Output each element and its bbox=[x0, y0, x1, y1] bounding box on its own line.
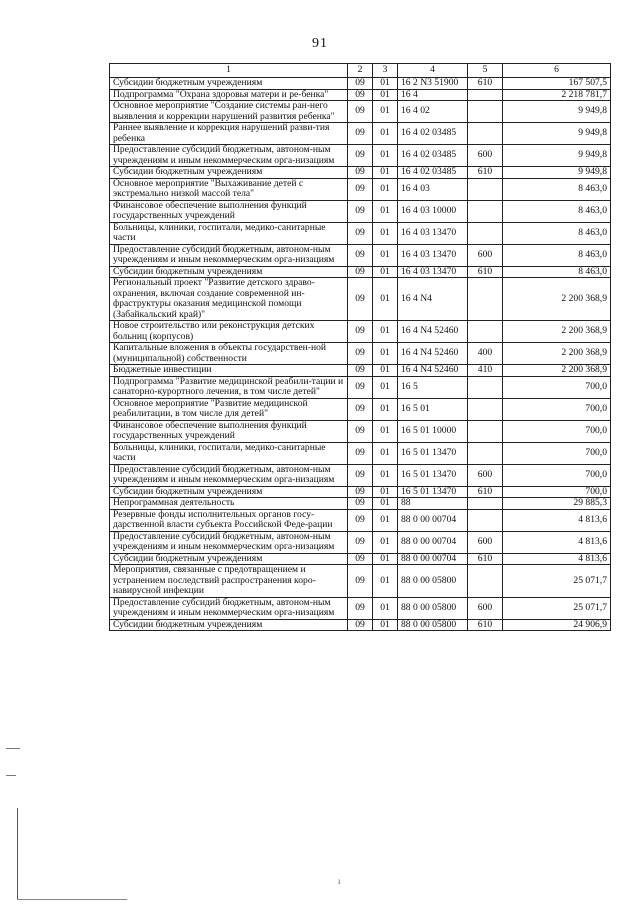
row-name-cell: Раннее выявление и коррекция нарушений разви-тия ребенка bbox=[110, 123, 348, 145]
subsection-code-cell: 01 bbox=[373, 398, 398, 420]
row-name-cell: Предоставление субсидий бюджетным, автоном-ным учреждениям и иным некоммерческим орга-низациям bbox=[110, 464, 348, 486]
target-code-cell: 16 5 01 bbox=[398, 398, 468, 420]
expense-type-cell: 600 bbox=[468, 244, 503, 266]
row-name-cell: Мероприятия, связанные с предотвращением и устранением последствий распространения коро-навирусной инфекции bbox=[110, 565, 348, 598]
target-code-cell: 16 4 N4 bbox=[398, 278, 468, 321]
row-name-cell: Подпрограмма "Развитие медицинской реабили-тации и санаторно-курортного лечения, в том числе детей" bbox=[110, 376, 348, 398]
row-name-cell: Субсидии бюджетным учреждениям bbox=[110, 78, 348, 90]
amount-cell: 700,0 bbox=[503, 486, 611, 498]
page-number: 91 bbox=[312, 36, 328, 51]
row-name-cell: Подпрограмма "Охрана здоровья матери и ре-бенка" bbox=[110, 89, 348, 101]
expense-type-cell: 600 bbox=[468, 531, 503, 553]
amount-cell: 4 813,6 bbox=[503, 531, 611, 553]
section-code-cell: 09 bbox=[348, 398, 373, 420]
expense-type-cell bbox=[468, 509, 503, 531]
row-name-cell: Субсидии бюджетным учреждениям bbox=[110, 619, 348, 631]
subsection-code-cell: 01 bbox=[373, 565, 398, 598]
subsection-code-cell: 01 bbox=[373, 222, 398, 244]
subsection-code-cell: 01 bbox=[373, 531, 398, 553]
header-cell: 5 bbox=[468, 64, 503, 78]
margin-line-bottom bbox=[17, 899, 127, 900]
table-row bbox=[110, 420, 611, 442]
target-code-cell: 16 5 bbox=[398, 376, 468, 398]
row-name-cell: Финансовое обеспечение выполнения функций государственных учреждений bbox=[110, 420, 348, 442]
section-code-cell: 09 bbox=[348, 498, 373, 510]
subsection-code-cell: 01 bbox=[373, 498, 398, 510]
row-name-cell: Субсидии бюджетным учреждениям bbox=[110, 266, 348, 278]
target-code-cell: 16 4 N4 52460 bbox=[398, 343, 468, 365]
subsection-code-cell: 01 bbox=[373, 278, 398, 321]
amount-cell: 700,0 bbox=[503, 464, 611, 486]
table-row bbox=[110, 376, 611, 398]
subsection-code-cell: 01 bbox=[373, 266, 398, 278]
table-row bbox=[110, 486, 611, 498]
amount-cell: 9 949,8 bbox=[503, 167, 611, 179]
subsection-code-cell: 01 bbox=[373, 553, 398, 565]
subsection-code-cell: 01 bbox=[373, 343, 398, 365]
table-row bbox=[110, 442, 611, 464]
subsection-code-cell: 01 bbox=[373, 101, 398, 123]
table-row bbox=[110, 167, 611, 179]
expense-type-cell bbox=[468, 123, 503, 145]
section-code-cell: 09 bbox=[348, 365, 373, 377]
amount-cell: 700,0 bbox=[503, 398, 611, 420]
expense-type-cell bbox=[468, 178, 503, 200]
amount-cell: 25 071,7 bbox=[503, 597, 611, 619]
expense-type-cell bbox=[468, 278, 503, 321]
section-code-cell: 09 bbox=[348, 509, 373, 531]
table-row bbox=[110, 365, 611, 377]
table-row bbox=[110, 244, 611, 266]
target-code-cell: 16 4 02 03485 bbox=[398, 145, 468, 167]
section-code-cell: 09 bbox=[348, 531, 373, 553]
expense-type-cell: 600 bbox=[468, 597, 503, 619]
expense-type-cell: 610 bbox=[468, 266, 503, 278]
target-code-cell: 16 4 N4 52460 bbox=[398, 365, 468, 377]
target-code-cell: 16 4 03 10000 bbox=[398, 200, 468, 222]
section-code-cell: 09 bbox=[348, 266, 373, 278]
row-name-cell: Предоставление субсидий бюджетным, автоном-ным учреждениям и иным некоммерческим орга-низациям bbox=[110, 145, 348, 167]
amount-cell: 700,0 bbox=[503, 442, 611, 464]
amount-cell: 9 949,8 bbox=[503, 145, 611, 167]
subsection-code-cell: 01 bbox=[373, 167, 398, 179]
table-row bbox=[110, 278, 611, 321]
section-code-cell: 09 bbox=[348, 244, 373, 266]
target-code-cell: 16 4 03 13470 bbox=[398, 244, 468, 266]
table-row bbox=[110, 343, 611, 365]
table-row bbox=[110, 178, 611, 200]
section-code-cell: 09 bbox=[348, 123, 373, 145]
scan-mark bbox=[6, 775, 16, 776]
section-code-cell: 09 bbox=[348, 565, 373, 598]
expense-type-cell bbox=[468, 565, 503, 598]
section-code-cell: 09 bbox=[348, 321, 373, 343]
section-code-cell: 09 bbox=[348, 619, 373, 631]
expense-type-cell: 600 bbox=[468, 464, 503, 486]
target-code-cell: 16 5 01 10000 bbox=[398, 420, 468, 442]
expense-type-cell bbox=[468, 398, 503, 420]
amount-cell: 2 200 368,9 bbox=[503, 343, 611, 365]
subsection-code-cell: 01 bbox=[373, 365, 398, 377]
header-cell: 1 bbox=[110, 64, 348, 78]
row-name-cell: Капитальные вложения в объекты государствен-ной (муниципальной) собственности bbox=[110, 343, 348, 365]
expense-type-cell bbox=[468, 498, 503, 510]
expense-type-cell bbox=[468, 420, 503, 442]
subsection-code-cell: 01 bbox=[373, 244, 398, 266]
subsection-code-cell: 01 bbox=[373, 78, 398, 90]
expense-type-cell: 610 bbox=[468, 78, 503, 90]
table-row bbox=[110, 509, 611, 531]
target-code-cell: 88 0 00 00704 bbox=[398, 553, 468, 565]
section-code-cell: 09 bbox=[348, 278, 373, 321]
header-cell: 3 bbox=[373, 64, 398, 78]
header-cell: 4 bbox=[398, 64, 468, 78]
section-code-cell: 09 bbox=[348, 343, 373, 365]
table-body bbox=[110, 78, 611, 631]
row-name-cell: Бюджетные инвестиции bbox=[110, 365, 348, 377]
row-name-cell: Основное мероприятие "Развитие медицинской реабилитации, в том числе для детей" bbox=[110, 398, 348, 420]
section-code-cell: 09 bbox=[348, 89, 373, 101]
amount-cell: 8 463,0 bbox=[503, 266, 611, 278]
section-code-cell: 09 bbox=[348, 486, 373, 498]
row-name-cell: Больницы, клиники, госпитали, медико-санитарные части bbox=[110, 442, 348, 464]
subsection-code-cell: 01 bbox=[373, 123, 398, 145]
row-name-cell: Региональный проект "Развитие детского здраво-охранения, включая создание современной ин-фраструктуры оказания медицинской помощи (Забайкальский край)" bbox=[110, 278, 348, 321]
section-code-cell: 09 bbox=[348, 78, 373, 90]
amount-cell: 8 463,0 bbox=[503, 222, 611, 244]
amount-cell: 2 200 368,9 bbox=[503, 321, 611, 343]
expense-type-cell: 600 bbox=[468, 145, 503, 167]
table-row bbox=[110, 597, 611, 619]
amount-cell: 8 463,0 bbox=[503, 200, 611, 222]
amount-cell: 8 463,0 bbox=[503, 244, 611, 266]
table-row bbox=[110, 553, 611, 565]
amount-cell: 9 949,8 bbox=[503, 101, 611, 123]
subsection-code-cell: 01 bbox=[373, 89, 398, 101]
amount-cell: 2 200 368,9 bbox=[503, 278, 611, 321]
section-code-cell: 09 bbox=[348, 178, 373, 200]
expense-type-cell bbox=[468, 101, 503, 123]
scan-dot: ı bbox=[338, 876, 341, 886]
row-name-cell: Субсидии бюджетным учреждениям bbox=[110, 553, 348, 565]
target-code-cell: 16 4 02 03485 bbox=[398, 167, 468, 179]
table-row bbox=[110, 123, 611, 145]
table-row bbox=[110, 321, 611, 343]
expense-type-cell bbox=[468, 200, 503, 222]
subsection-code-cell: 01 bbox=[373, 178, 398, 200]
expense-type-cell: 610 bbox=[468, 553, 503, 565]
section-code-cell: 09 bbox=[348, 420, 373, 442]
table-row bbox=[110, 565, 611, 598]
target-code-cell: 88 0 00 00704 bbox=[398, 531, 468, 553]
section-code-cell: 09 bbox=[348, 167, 373, 179]
expense-type-cell bbox=[468, 222, 503, 244]
target-code-cell: 16 4 03 13470 bbox=[398, 222, 468, 244]
section-code-cell: 09 bbox=[348, 222, 373, 244]
table-row bbox=[110, 498, 611, 510]
section-code-cell: 09 bbox=[348, 200, 373, 222]
target-code-cell: 16 4 03 13470 bbox=[398, 266, 468, 278]
subsection-code-cell: 01 bbox=[373, 200, 398, 222]
section-code-cell: 09 bbox=[348, 464, 373, 486]
target-code-cell: 16 5 01 13470 bbox=[398, 464, 468, 486]
header-cell: 6 bbox=[503, 64, 611, 78]
table-header-row bbox=[110, 64, 611, 78]
table-row bbox=[110, 101, 611, 123]
section-code-cell: 09 bbox=[348, 376, 373, 398]
table-row bbox=[110, 398, 611, 420]
scan-mark bbox=[6, 748, 20, 749]
expense-type-cell bbox=[468, 89, 503, 101]
amount-cell: 167 507,5 bbox=[503, 78, 611, 90]
row-name-cell: Субсидии бюджетным учреждениям bbox=[110, 167, 348, 179]
row-name-cell: Непрограммная деятельность bbox=[110, 498, 348, 510]
subsection-code-cell: 01 bbox=[373, 486, 398, 498]
amount-cell: 24 906,9 bbox=[503, 619, 611, 631]
amount-cell: 9 949,8 bbox=[503, 123, 611, 145]
subsection-code-cell: 01 bbox=[373, 442, 398, 464]
subsection-code-cell: 01 bbox=[373, 464, 398, 486]
budget-table bbox=[109, 63, 611, 631]
target-code-cell: 16 4 02 bbox=[398, 101, 468, 123]
amount-cell: 8 463,0 bbox=[503, 178, 611, 200]
section-code-cell: 09 bbox=[348, 145, 373, 167]
amount-cell: 25 071,7 bbox=[503, 565, 611, 598]
target-code-cell: 16 4 bbox=[398, 89, 468, 101]
target-code-cell: 88 0 00 05800 bbox=[398, 597, 468, 619]
row-name-cell: Предоставление субсидий бюджетным, автоном-ным учреждениям и иным некоммерческим орга-низациям bbox=[110, 244, 348, 266]
row-name-cell: Основное мероприятие "Создание системы ран-него выявления и коррекции нарушений развития ребенка" bbox=[110, 101, 348, 123]
expense-type-cell: 400 bbox=[468, 343, 503, 365]
target-code-cell: 16 4 02 03485 bbox=[398, 123, 468, 145]
target-code-cell: 88 0 00 05800 bbox=[398, 565, 468, 598]
table-row bbox=[110, 619, 611, 631]
section-code-cell: 09 bbox=[348, 442, 373, 464]
target-code-cell: 16 4 N4 52460 bbox=[398, 321, 468, 343]
margin-line bbox=[17, 808, 18, 900]
row-name-cell: Резервные фонды исполнительных органов госу-дарственной власти субъекта Российской Феде-рации bbox=[110, 509, 348, 531]
section-code-cell: 09 bbox=[348, 597, 373, 619]
table-row bbox=[110, 78, 611, 90]
section-code-cell: 09 bbox=[348, 101, 373, 123]
expense-type-cell bbox=[468, 321, 503, 343]
section-code-cell: 09 bbox=[348, 553, 373, 565]
row-name-cell: Предоставление субсидий бюджетным, автоном-ным учреждениям и иным некоммерческим орга-низациям bbox=[110, 531, 348, 553]
table-row bbox=[110, 464, 611, 486]
row-name-cell: Субсидии бюджетным учреждениям bbox=[110, 486, 348, 498]
expense-type-cell: 410 bbox=[468, 365, 503, 377]
table-row bbox=[110, 222, 611, 244]
target-code-cell: 16 5 01 13470 bbox=[398, 442, 468, 464]
subsection-code-cell: 01 bbox=[373, 619, 398, 631]
expense-type-cell: 610 bbox=[468, 486, 503, 498]
table-row bbox=[110, 145, 611, 167]
target-code-cell: 88 0 00 00704 bbox=[398, 509, 468, 531]
row-name-cell: Больницы, клиники, госпитали, медико-санитарные части bbox=[110, 222, 348, 244]
row-name-cell: Основное мероприятие "Выхаживание детей с экстремально низкой массой тела" bbox=[110, 178, 348, 200]
table-row bbox=[110, 200, 611, 222]
subsection-code-cell: 01 bbox=[373, 420, 398, 442]
target-code-cell: 16 4 03 bbox=[398, 178, 468, 200]
subsection-code-cell: 01 bbox=[373, 321, 398, 343]
target-code-cell: 16 2 N3 51900 bbox=[398, 78, 468, 90]
row-name-cell: Финансовое обеспечение выполнения функций государственных учреждений bbox=[110, 200, 348, 222]
amount-cell: 4 813,6 bbox=[503, 553, 611, 565]
expense-type-cell bbox=[468, 442, 503, 464]
amount-cell: 29 885,3 bbox=[503, 498, 611, 510]
amount-cell: 700,0 bbox=[503, 420, 611, 442]
table-row bbox=[110, 531, 611, 553]
target-code-cell: 88 bbox=[398, 498, 468, 510]
row-name-cell: Предоставление субсидий бюджетным, автоном-ным учреждениям и иным некоммерческим орга-низациям bbox=[110, 597, 348, 619]
amount-cell: 700,0 bbox=[503, 376, 611, 398]
row-name-cell: Новое строительство или реконструкция детских больниц (корпусов) bbox=[110, 321, 348, 343]
amount-cell: 2 218 781,7 bbox=[503, 89, 611, 101]
header-cell: 2 bbox=[348, 64, 373, 78]
subsection-code-cell: 01 bbox=[373, 597, 398, 619]
subsection-code-cell: 01 bbox=[373, 376, 398, 398]
target-code-cell: 16 5 01 13470 bbox=[398, 486, 468, 498]
expense-type-cell: 610 bbox=[468, 619, 503, 631]
table-row bbox=[110, 266, 611, 278]
expense-type-cell: 610 bbox=[468, 167, 503, 179]
target-code-cell: 88 0 00 05800 bbox=[398, 619, 468, 631]
subsection-code-cell: 01 bbox=[373, 145, 398, 167]
amount-cell: 4 813,6 bbox=[503, 509, 611, 531]
subsection-code-cell: 01 bbox=[373, 509, 398, 531]
expense-type-cell bbox=[468, 376, 503, 398]
amount-cell: 2 200 368,9 bbox=[503, 365, 611, 377]
table-row bbox=[110, 89, 611, 101]
